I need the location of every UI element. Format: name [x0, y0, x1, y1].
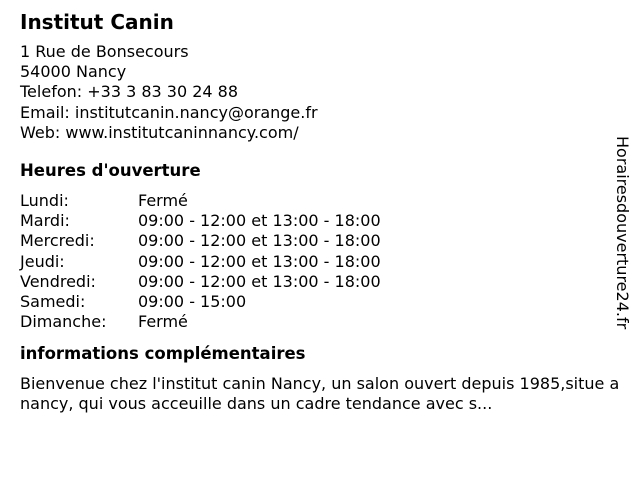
- business-card: [20, 0, 620, 415]
- hours-row-monday: [20, 191, 610, 211]
- day-hours: 09:00 - 12:00 et 13:00 - 18:00: [138, 231, 381, 251]
- day-label: Lundi:: [20, 190, 69, 210]
- email-address[interactable]: Email: institutcanin.nancy@orange.fr: [20, 102, 318, 122]
- day-hours: Fermé: [138, 190, 188, 210]
- additional-info-heading: informations complémentaires: [20, 344, 306, 364]
- day-hours: 09:00 - 12:00 et 13:00 - 18:00: [138, 211, 381, 231]
- day-hours: 09:00 - 12:00 et 13:00 - 18:00: [138, 251, 381, 271]
- day-label: Vendredi:: [20, 271, 96, 291]
- hours-row-wednesday: [20, 231, 610, 251]
- hours-row-saturday: [20, 292, 610, 312]
- day-label: Mardi:: [20, 211, 70, 231]
- hours-row-sunday: [20, 312, 610, 332]
- day-hours: 09:00 - 12:00 et 13:00 - 18:00: [138, 271, 381, 291]
- business-name: Institut Canin: [20, 10, 174, 34]
- contact-block: [20, 42, 610, 143]
- site-watermark: Horairesdouverture24.fr: [613, 136, 632, 330]
- opening-hours-heading: Heures d'ouverture: [20, 160, 201, 180]
- day-label: Dimanche:: [20, 312, 107, 332]
- day-label: Jeudi:: [20, 251, 65, 271]
- website-link[interactable]: Web: www.institutcaninnancy.com/: [20, 122, 299, 142]
- phone-number[interactable]: Telefon: +33 3 83 30 24 88: [20, 82, 239, 102]
- day-hours: 09:00 - 15:00: [138, 291, 247, 311]
- day-label: Mercredi:: [20, 231, 95, 251]
- additional-info-text: Bienvenue chez l'institut canin Nancy, un salon ouvert depuis 1985,situe a nancy, qui vous acceuille dans un cadre tendance avec s...: [20, 374, 620, 414]
- hours-row-thursday: [20, 252, 610, 272]
- hours-row-tuesday: [20, 211, 610, 231]
- day-hours: Fermé: [138, 312, 188, 332]
- address-city: 54000 Nancy: [20, 62, 127, 82]
- opening-hours-table: [20, 191, 610, 332]
- day-label: Samedi:: [20, 291, 86, 311]
- address-street: 1 Rue de Bonsecours: [20, 42, 189, 61]
- hours-row-friday: [20, 272, 610, 292]
